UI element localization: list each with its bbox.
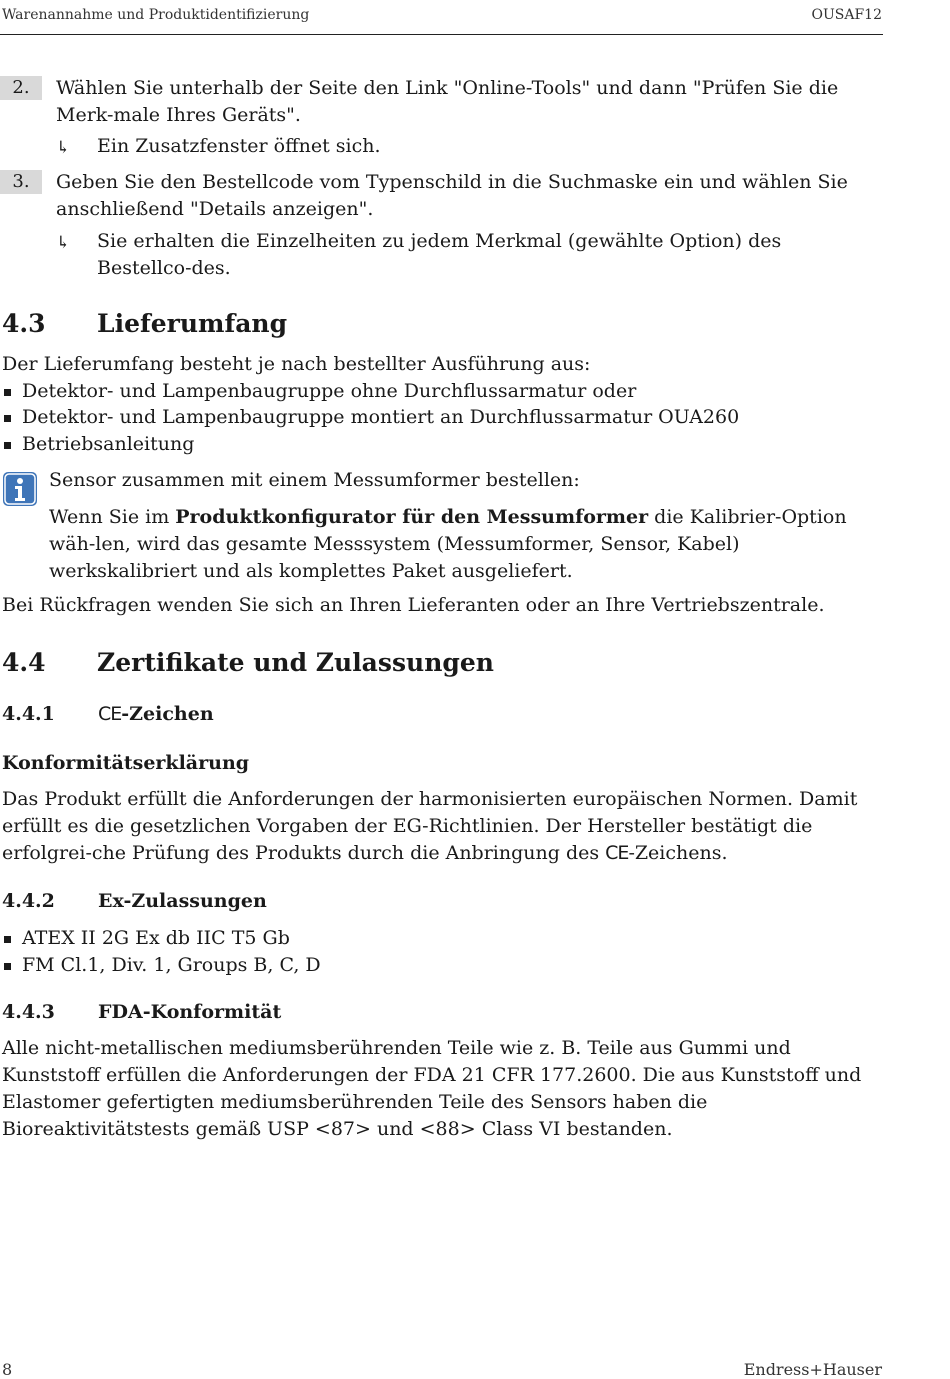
note-title: Sensor zusammen mit einem Messumformer bestellen: (49, 469, 580, 491)
note-text-pre: Wenn Sie im (49, 506, 176, 528)
bullet-icon (4, 389, 11, 396)
header-product-code: OUSAF12 (811, 7, 882, 23)
ce-mark: CE (605, 842, 629, 864)
result-arrow-icon: ↳ (56, 233, 71, 253)
list-item-text: FM Cl.1, Div. 1, Groups B, C, D (22, 954, 321, 976)
scope-intro: Der Lieferumfang besteht je nach bestellter Ausführung aus: (2, 353, 591, 375)
subsection-number: 4.4.3 (2, 1001, 55, 1023)
subsection-title (98, 703, 214, 725)
subheading-declaration: Konformitätserklärung (2, 752, 250, 774)
fda-paragraph: Alle nicht-metallischen mediumsberührenden Teile wie z. B. Teile aus Gummi und Kunststoff erfüllen die Anforderungen der FDA 21 CFR 177.2600. Die aus Kunststoff und Elastomer gefertigten mediumsberührenden Teile des Sensors haben die Bioreaktivitätstests gemäß USP <87> und <88> Class VI bestanden. (2, 1037, 862, 1140)
section-title: Lieferumfang (97, 309, 288, 338)
step-text: Geben Sie den Bestellcode vom Typenschild in die Suchmaske ein und wählen Sie anschließend "Details anzeigen". (56, 171, 848, 220)
list-item-text: Detektor- und Lampenbaugruppe montiert an Durchflussarmatur OUA260 (22, 406, 740, 428)
result-text: Ein Zusatzfenster öffnet sich. (97, 135, 381, 157)
info-icon (2, 471, 38, 507)
step-number: 2. (0, 76, 42, 100)
result-arrow-icon: ↳ (56, 138, 71, 158)
conformity-paragraph (2, 786, 882, 867)
list-item-text: Betriebsanleitung (22, 433, 195, 455)
conformity-text-post: -Zeichens. (628, 842, 728, 864)
bullet-icon (4, 936, 11, 943)
footer-brand: Endress+Hauser (743, 1360, 882, 1379)
bullet-icon (4, 415, 11, 422)
list-item-text: ATEX II 2G Ex db IIC T5 Gb (22, 927, 290, 949)
section-title: Zertifikate und Zulassungen (97, 648, 494, 677)
subsection-title-text: -Zeichen (121, 703, 214, 725)
bullet-icon (4, 963, 11, 970)
list-item-text: Detektor- und Lampenbaugruppe ohne Durchflussarmatur oder (22, 380, 637, 402)
header-divider (0, 34, 883, 35)
step-text: Wählen Sie unterhalb der Seite den Link "Online-Tools" und dann "Prüfen Sie die Merk-male Ihres Geräts". (56, 77, 839, 126)
note-text-bold: Produktkonfigurator für den Messumformer (175, 506, 649, 528)
step-number: 3. (0, 170, 42, 194)
ce-mark: CE (98, 703, 122, 725)
note-text-post: die Kalibrier-Option wäh-len, wird das gesamte Messsystem (Messumformer, Sensor, Kabel) werkskalibriert und als komplettes Paket ausgeliefert. (49, 506, 847, 582)
conformity-text-pre: Das Produkt erfüllt die Anforderungen der harmonisierten europäischen Normen. Damit erfüllt es die gesetzlichen Vorgaben der EG-Richtlinien. Der Hersteller bestätigt die erfolgrei-che Prüfung des Produkts durch die Anbringung des (2, 788, 858, 864)
subsection-title: Ex-Zulassungen (98, 890, 267, 912)
footer-page-number: 8 (2, 1360, 13, 1379)
section-number: 4.4 (2, 648, 46, 677)
result-text: Sie erhalten die Einzelheiten zu jedem Merkmal (gewählte Option) des Bestellco-des. (97, 230, 782, 279)
bullet-icon (4, 442, 11, 449)
note-body (49, 504, 879, 585)
contact-paragraph: Bei Rückfragen wenden Sie sich an Ihren Lieferanten oder an Ihre Vertriebszentrale. (2, 594, 825, 616)
subsection-number: 4.4.1 (2, 703, 55, 725)
header-section-title: Warenannahme und Produktidentifizierung (2, 7, 310, 23)
subsection-number: 4.4.2 (2, 890, 55, 912)
subsection-title: FDA-Konformität (98, 1001, 282, 1023)
section-number: 4.3 (2, 309, 46, 338)
